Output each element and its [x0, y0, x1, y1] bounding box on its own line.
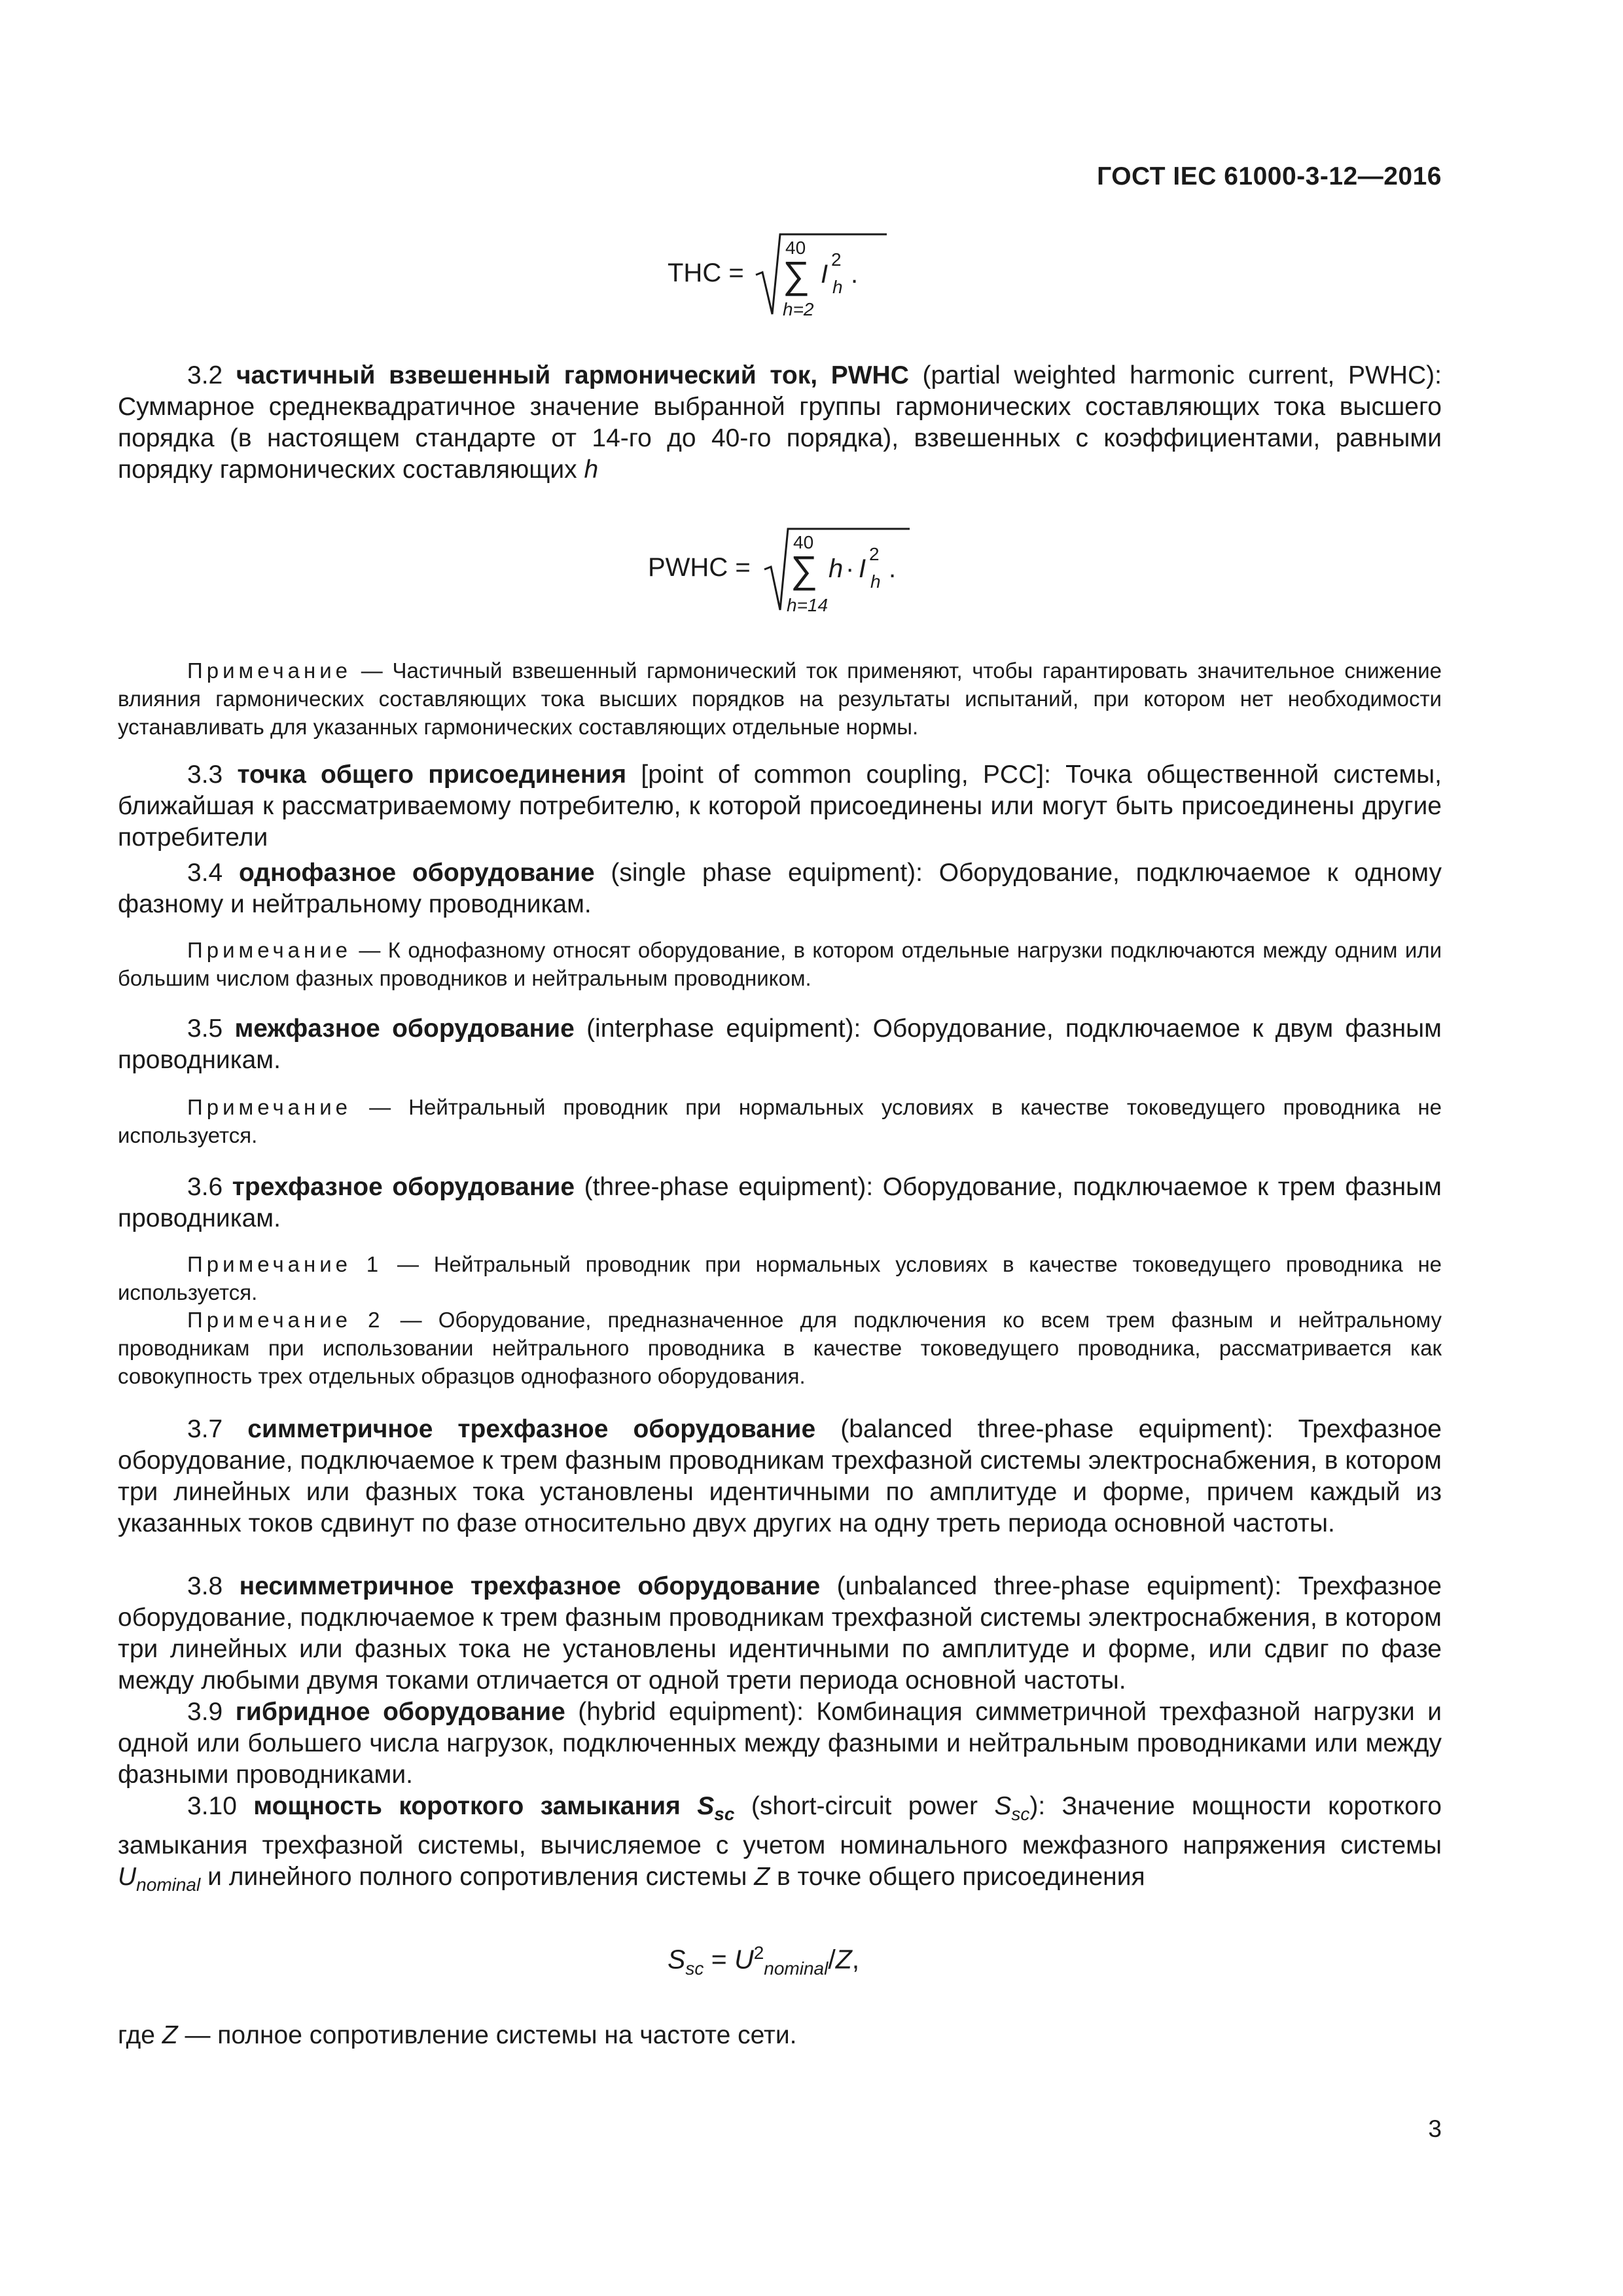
formula-thc-sub: h — [832, 277, 843, 297]
formula-ssc: $S_{sc} = U^2_{nominal}/Z$, — [668, 1943, 860, 1979]
section-3-5: 3.5 межфазное оборудование (interphase equipment): Оборудование, подключаемое к двум фазным проводникам. — [118, 1014, 1442, 1074]
section-3-10: 3.10 мощность короткого замыкания $S_{sc}$ (short-circuit power $S_{sc}$): Значение мощности короткого замыкания трехфазной системы, вычисляемое с учетом номинального межфазного напряжения системы $U_{nominal}$ и линейного полного сопротивления системы Z в точке общего присоединения — [118, 1792, 1442, 1895]
section-3-7: 3.7 симметричное трехфазное оборудование (balanced three-phase equipment): Трехфазное оборудование, подключаемое к трем фазным проводникам трехфазной системы электроснабжения, в котором три линейных или фазных тока установлены идентичными по амплитуде и форме, причем каждый из указанных токов сдвинут по фазе относительно двух других на одну треть периода основной частоты. — [118, 1415, 1442, 1537]
section-3-8: 3.8 несимметричное трехфазное оборудование (unbalanced three-phase equipment): Трехфазное оборудование, подключаемое к трем фазным проводникам трехфазной системы электроснабжения, в котором три линейных или фазных тока не установлены идентичными по амплитуде и форме, или сдвиг по фазе между любыми двумя токами отличается от одной трети периода основной частоты. — [118, 1572, 1442, 1695]
formula-thc-sup: 2 — [831, 249, 842, 270]
section-3-3: 3.3 точка общего присоединения [point of common coupling, PCC]: Точка общественной системы, ближайшая к рассматриваемому потребителю, к которой присоединены или могут быть присоединены другие потребители — [118, 761, 1442, 852]
formula-thc-i: I — [821, 260, 829, 289]
document-page — [118, 0, 1442, 2296]
where-clause: где Z — полное сопротивление системы на частоте сети. — [118, 2021, 797, 2049]
formula-pwhc-h: h — [829, 554, 844, 583]
sigma-icon: ∑ — [791, 548, 818, 591]
formula-pwhc-upper: 40 — [793, 532, 814, 552]
note-3-5: Примечание — Нейтральный проводник при нормальных условиях в качестве токоведущего проводника не используется. — [118, 1095, 1442, 1147]
formula-thc-lhs: THC = — [668, 259, 744, 287]
sigma-icon: ∑ — [783, 254, 810, 296]
section-3-6: 3.6 трехфазное оборудование (three-phase equipment): Оборудование, подключаемое к трем фазным проводникам. — [118, 1173, 1442, 1232]
note-3-2: Примечание — Частичный взвешенный гармонический ток применяют, чтобы гарантировать значительное снижение влияния гармонических составляющих тока высших порядков на результаты испытаний, при котором нет необходимости устанавливать для указанных гармонических составляющих отдельные нормы. — [118, 658, 1442, 739]
formula-thc — [668, 223, 1034, 331]
formula-pwhc-lhs: PWHC = — [648, 553, 751, 582]
formula-thc-lower: h=2 — [783, 299, 814, 319]
formula-pwhc — [648, 517, 1054, 625]
note-3-6-1: Примечание 1 — Нейтральный проводник при нормальных условиях в качестве токоведущего проводника не используется. — [118, 1252, 1442, 1304]
note-3-4: Примечание — К однофазному относят оборудование, в котором отдельные нагрузки подключаются между одним или большим числом фазных проводников и нейтральным проводником. — [118, 938, 1442, 990]
formula-pwhc-sup: 2 — [869, 544, 880, 564]
section-3-4: 3.4 однофазное оборудование (single phase equipment): Оборудование, подключаемое к одному фазному и нейтральному проводникам. — [118, 859, 1442, 918]
formula-thc-upper: 40 — [785, 238, 806, 258]
formula-pwhc-end: . — [889, 554, 897, 583]
section-3-2: 3.2 частичный взвешенный гармонический ток, PWHC (partial weighted harmonic current, PWHC): Суммарное среднеквадратичное значение выбранной группы гармонических составляющих тока высшего порядка (в настоящем стандарте от 14-го до 40-го порядка), взвешенных с коэффициентами, равными порядку гармонических составляющих h — [118, 361, 1442, 484]
formula-pwhc-sub: h — [870, 571, 881, 592]
formula-thc-end: . — [851, 260, 859, 289]
section-3-9: 3.9 гибридное оборудование (hybrid equipment): Комбинация симметричной трехфазной нагрузки и одной или большего числа нагрузок, подключенных между фазными и нейтральным проводниками или между фазными проводниками. — [118, 1698, 1442, 1789]
note-3-6-2: Примечание 2 — Оборудование, предназначенное для подключения ко всем трем фазным и нейтральному проводникам при использовании нейтрального проводника в качестве токоведущего проводника, рассматривается как совокупность трех отдельных образцов однофазного оборудования. — [118, 1308, 1442, 1388]
page-number: 3 — [1428, 2115, 1442, 2142]
document-header: ГОСТ IEC 61000-3-12—2016 — [1097, 162, 1442, 190]
formula-pwhc-lower: h=14 — [787, 595, 829, 615]
formula-pwhc-i: I — [859, 554, 866, 583]
formula-pwhc-dot: · — [846, 554, 855, 583]
